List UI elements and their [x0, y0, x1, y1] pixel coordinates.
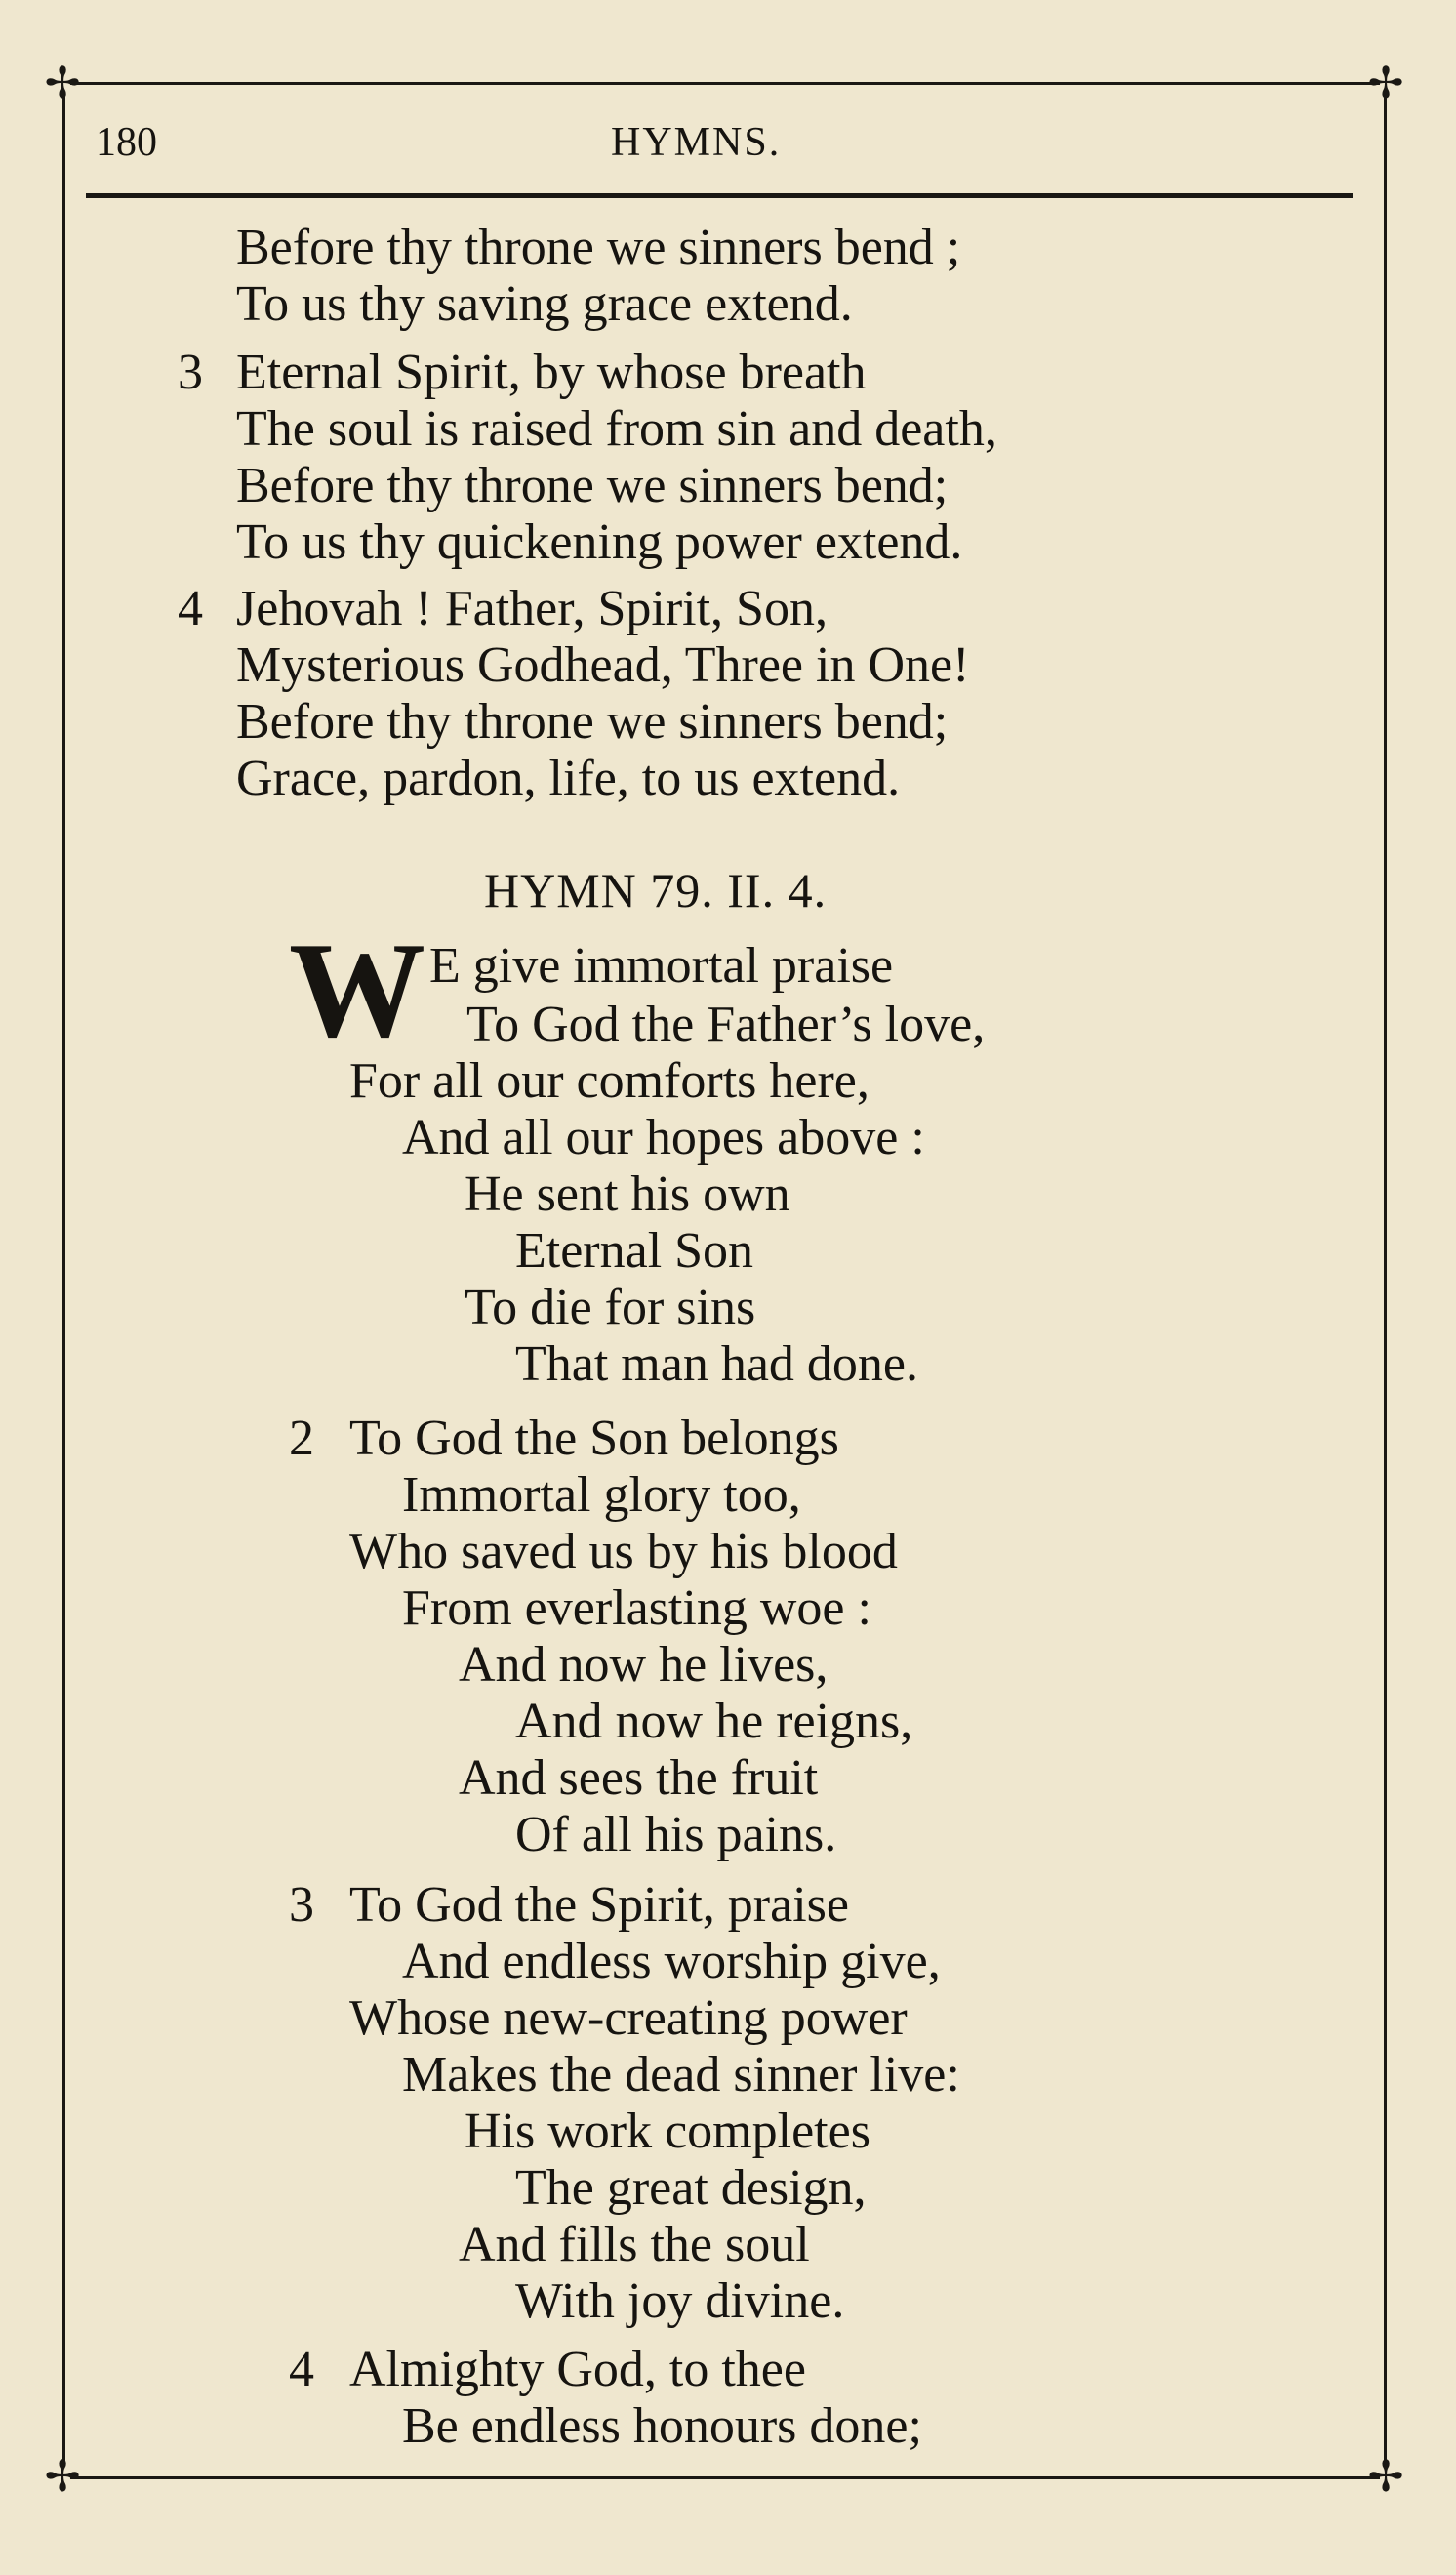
hymn-title: HYMN 79. II. 4. — [484, 863, 828, 918]
verse-line: Before thy throne we sinners bend; — [236, 694, 949, 750]
verse-line: To God the Son belongs — [349, 1410, 839, 1466]
corner-ornament-icon: ✢ — [44, 59, 81, 108]
bottom-rule — [70, 2476, 1380, 2479]
corner-ornament-icon: ✢ — [1367, 2452, 1404, 2502]
verse-line: Grace, pardon, life, to us extend. — [236, 751, 901, 806]
verse-line: Jehovah ! Father, Spirit, Son, — [236, 581, 828, 636]
verse-line: Who saved us by his blood — [349, 1524, 898, 1579]
verse-line: Eternal Spirit, by whose breath — [236, 345, 867, 400]
page-number: 180 — [96, 120, 157, 165]
header-rule — [86, 193, 1353, 198]
verse-line: With joy divine. — [515, 2273, 845, 2329]
verse-line: He sent his own — [465, 1166, 790, 1222]
running-title: HYMNS. — [611, 120, 782, 165]
verse-line: The soul is raised from sin and death, — [236, 401, 997, 457]
verse-line: And now he reigns, — [515, 1694, 913, 1749]
right-rule — [1384, 94, 1387, 2464]
verse-line: His work completes — [465, 2104, 870, 2159]
verse-line: For all our comforts here, — [349, 1053, 870, 1109]
verse-line: Mysterious Godhead, Three in One! — [236, 637, 970, 693]
verse-line: Eternal Son — [515, 1223, 754, 1279]
verse-number: 3 — [289, 1877, 314, 1933]
verse-line: And fills the soul — [459, 2217, 810, 2272]
verse-line: Of all his pains. — [515, 1807, 837, 1862]
verse-line: The great design, — [515, 2160, 867, 2216]
verse-line: To us thy quickening power extend. — [236, 514, 963, 570]
verse-line: To God the Father’s love, — [466, 997, 986, 1052]
drop-cap: W — [289, 915, 425, 1066]
top-rule — [70, 82, 1380, 85]
verse-line: Before thy throne we sinners bend ; — [236, 220, 961, 275]
verse-line: To us thy saving grace extend. — [236, 276, 853, 332]
left-rule — [62, 94, 65, 2464]
verse-line: Makes the dead sinner live: — [402, 2047, 960, 2103]
verse-line: Before thy throne we sinners bend; — [236, 458, 949, 513]
verse-number: 2 — [289, 1410, 314, 1466]
verse-number: 4 — [289, 2342, 314, 2397]
verse-line: To die for sins — [465, 1280, 756, 1335]
verse-line: And endless worship give, — [402, 1934, 941, 1989]
verse-number: 3 — [178, 345, 203, 400]
verse-line: To God the Spirit, praise — [349, 1877, 849, 1933]
corner-ornament-icon: ✢ — [44, 2452, 81, 2502]
verse-line: Immortal glory too, — [402, 1467, 801, 1523]
verse-line: And now he lives, — [459, 1637, 829, 1693]
verse-line: E give immortal praise — [429, 938, 894, 994]
verse-line: From everlasting woe : — [402, 1580, 871, 1636]
verse-line: Be endless honours done; — [402, 2398, 922, 2454]
verse-line: That man had done. — [515, 1336, 918, 1392]
verse-line: Whose new-creating power — [349, 1990, 908, 2046]
corner-ornament-icon: ✢ — [1367, 59, 1404, 108]
verse-line: And all our hopes above : — [402, 1110, 925, 1165]
verse-line: And sees the fruit — [459, 1750, 819, 1806]
verse-number: 4 — [178, 581, 203, 636]
verse-line: Almighty God, to thee — [349, 2342, 806, 2397]
